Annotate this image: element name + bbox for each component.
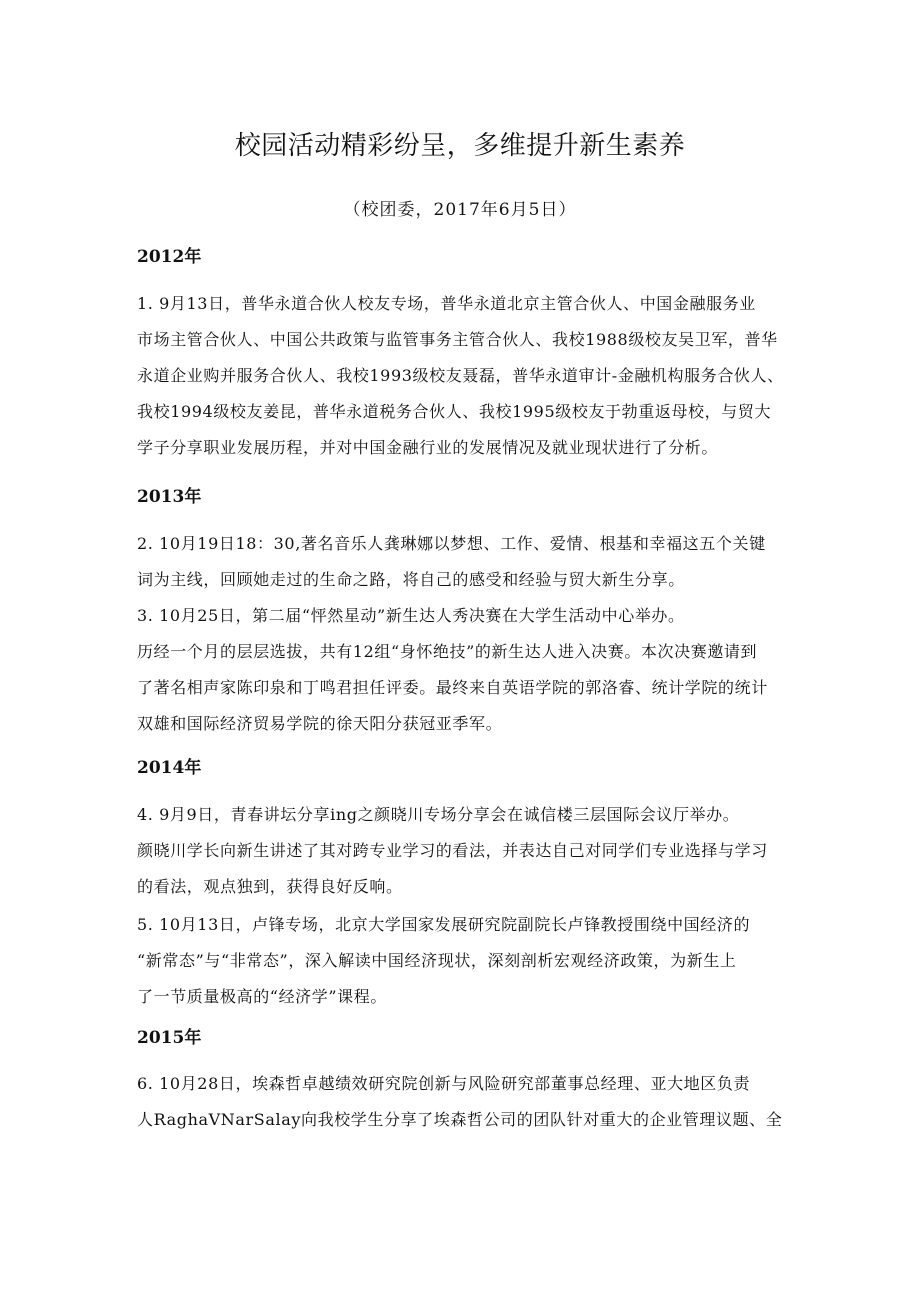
paragraph-line: 人RaghaVNarSalay向我校学生分享了埃森哲公司的团队针对重大的企业管理议题、全 <box>137 1110 783 1129</box>
list-item-5 <box>137 907 797 1015</box>
paragraph-line: 学子分享职业发展历程，并对中国金融行业的发展情况及就业现状进行了分析。 <box>137 438 719 457</box>
paragraph-line: 颜晓川学长向新生讲述了其对跨专业学习的看法，并表达自己对同学们专业选择与学习 <box>137 841 768 860</box>
list-item-4 <box>137 797 797 905</box>
list-item-2 <box>137 526 797 598</box>
paragraph-line: 6. 10月28日，埃森哲卓越绩效研究院创新与风险研究部董事总经理、亚大地区负责 <box>137 1074 751 1093</box>
page-subtitle: （校团委，2017年6月5日） <box>343 200 577 220</box>
year-heading-2013: 2013年 <box>137 487 202 507</box>
paragraph-line: 5. 10月13日，卢锋专场，北京大学国家发展研究院副院长卢锋教授围绕中国经济的 <box>137 915 751 934</box>
paragraph-line: 2. 10月19日18：30,著名音乐人龚琳娜以梦想、工作、爱情、根基和幸福这五个关键 <box>137 534 766 553</box>
year-heading-2012: 2012年 <box>137 247 202 267</box>
paragraph-line: 历经一个月的层层选拔，共有12组“身怀绝技”的新生达人进入决赛。本次决赛邀请到 <box>137 642 758 661</box>
list-item-1 <box>137 286 797 466</box>
paragraph-line: 的看法，观点独到，获得良好反响。 <box>137 877 403 896</box>
paragraph-line: 市场主管合伙人、中国公共政策与监管事务主管合伙人、我校1988级校友吴卫军，普华 <box>137 330 778 349</box>
paragraph-line: 1. 9月13日，普华永道合伙人校友专场，普华永道北京主管合伙人、中国金融服务业 <box>137 294 756 313</box>
year-heading-2014: 2014年 <box>137 758 202 778</box>
paragraph-line: 词为主线，回顾她走过的生命之路，将自己的感受和经验与贸大新生分享。 <box>137 570 685 589</box>
paragraph-line: 3. 10月25日，第二届“怦然星动”新生达人秀决赛在大学生活动中心举办。 <box>137 606 685 625</box>
paragraph-line: 了著名相声家陈印泉和丁鸣君担任评委。最终来自英语学院的郭洛睿、统计学院的统计 <box>137 678 768 697</box>
paragraph-line: 4. 9月9日，青春讲坛分享ing之颜晓川专场分享会在诚信楼三层国际会议厅举办。 <box>137 805 740 824</box>
paragraph-line: 我校1994级校友姜昆，普华永道税务合伙人、我校1995级校友于勃重返母校，与贸大 <box>137 402 772 421</box>
list-item-6 <box>137 1066 797 1138</box>
paragraph-line: 双雄和国际经济贸易学院的徐天阳分获冠亚季军。 <box>137 714 503 733</box>
page-title: 校园活动精彩纷呈，多维提升新生素养 <box>234 131 686 161</box>
year-heading-2015: 2015年 <box>137 1028 202 1048</box>
paragraph-line: “新常态”与“非常态”，深入解读中国经济现状，深刻剖析宏观经济政策，为新生上 <box>137 951 737 970</box>
list-item-3 <box>137 598 797 742</box>
paragraph-line: 了一节质量极高的“经济学”课程。 <box>137 987 387 1006</box>
paragraph-line: 永道企业购并服务合伙人、我校1993级校友聂磊，普华永道审计-金融机构服务合伙人、 <box>137 366 784 385</box>
